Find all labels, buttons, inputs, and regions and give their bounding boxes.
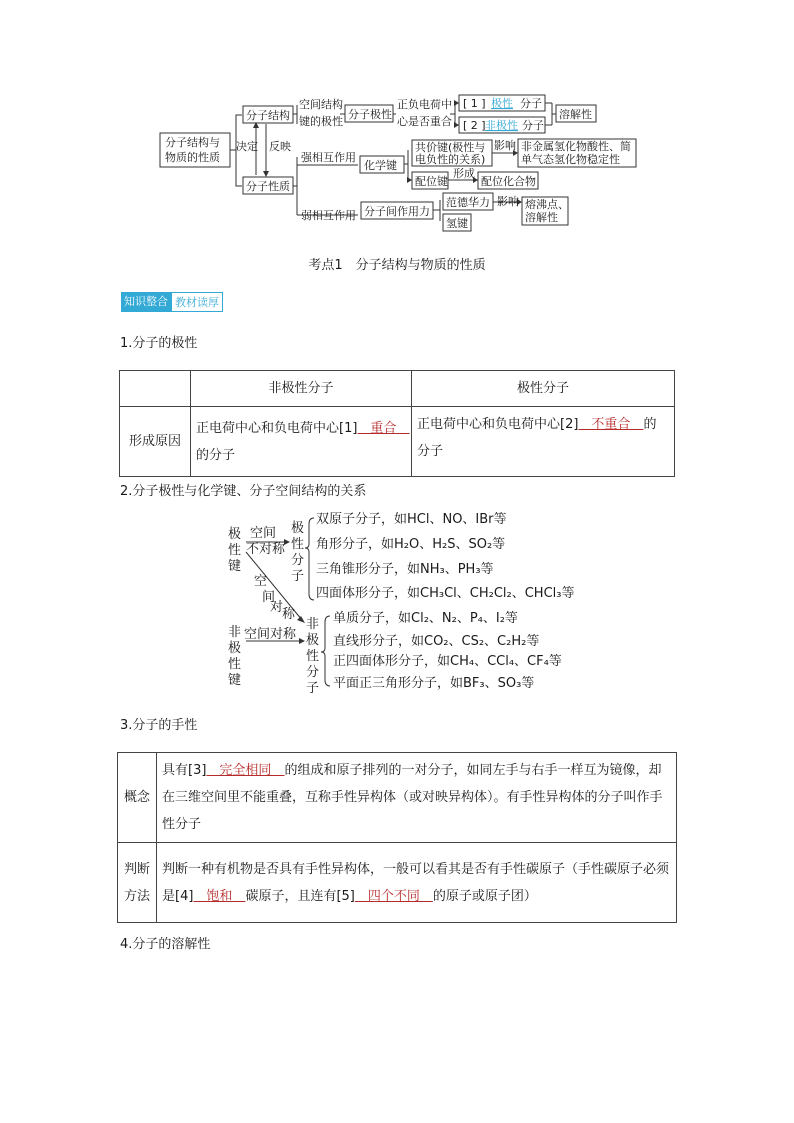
nonpolar-list-3: 平面正三角形分子，如BF₃、SO₃等: [333, 676, 535, 691]
nonpolar-list-0: 单质分子，如Cl₂、N₂、P₄、I₂等: [333, 611, 518, 626]
sym-diag-4: 称: [282, 607, 296, 622]
nonpolar-bond-1: 非: [228, 625, 242, 640]
answer-5: 四个不同: [354, 888, 433, 904]
polar-mol-4: 子: [291, 569, 305, 584]
polar-mol-3: 分: [291, 553, 305, 568]
chirality-table: [117, 752, 677, 923]
nonpolar-list-2: 正四面体形分子，如CH₄、CCl₄、CF₄等: [333, 654, 562, 669]
nonpolar-mol-1: 非: [306, 617, 320, 632]
polar-list-2: 三角锥形分子，如NH₃、PH₃等: [316, 562, 494, 577]
nonpolar-bond-4: 键: [228, 673, 242, 688]
concept-map: [0, 0, 794, 240]
map-strong: 强相互作用: [301, 151, 356, 164]
section-caption: 考点1 分子结构与物质的性质: [308, 258, 486, 273]
nonpolar-bond-2: 极: [228, 641, 242, 656]
map-acidity-1: 非金属氢化物酸性、简: [521, 140, 631, 153]
map-polar-suffix: 分子: [520, 97, 542, 110]
answer-3: 完全相同: [206, 763, 285, 778]
map-vdw: 范德华力: [446, 196, 490, 209]
map-weak: 弱相互作用: [301, 209, 356, 222]
map-hbond: 氢键: [446, 217, 468, 230]
map-charge-2: 心是否重合: [397, 115, 452, 128]
answer-2: 不重合: [578, 417, 644, 432]
map-spatial: 空间结构: [299, 98, 343, 111]
nonpolar-mol-5: 子: [306, 681, 320, 695]
map-polar-ans: 极性: [491, 97, 513, 110]
polar-bond-3: 键: [228, 559, 242, 574]
badge-right: 教材读厚: [171, 292, 223, 312]
polar-bond-1: 极: [228, 527, 242, 542]
polar-list-0: 双原子分子，如HCl、NO、IBr等: [316, 512, 507, 527]
nonpolar-bond-3: 性: [228, 657, 242, 672]
heading-chirality: 3.分子的手性: [120, 718, 198, 733]
polarity-table: [119, 370, 675, 477]
sym-diag-1: 空: [254, 574, 268, 589]
map-nonpolar-idx: [ 2 ]: [463, 119, 486, 132]
polarity-relation-diagram: [0, 510, 794, 695]
nonpolar-mol-2: 极: [306, 633, 320, 648]
polar-mol-1: 极: [291, 521, 305, 536]
heading-solubility: 4.分子的溶解性: [120, 937, 211, 952]
polar-bond-2: 性: [228, 543, 242, 558]
answer-4: 饱和: [193, 888, 246, 904]
label-concept: 概念: [118, 753, 157, 843]
sym-diag-3: 对: [270, 600, 284, 615]
map-chem-bond: 化学键: [364, 159, 397, 172]
cell-method: 判断一种有机物是否具有手性异构体，一般可以看其是否有手性碳原子（手性碳原子必须是[4] 饱和 碳原子，且连有[5] 四个不同 的原子或原子团）: [157, 843, 677, 923]
polar-mol-2: 性: [291, 537, 305, 552]
answer-1: 重合: [357, 420, 410, 436]
asym-1: 空间: [250, 526, 277, 541]
map-decide: 决定: [236, 140, 258, 153]
label-method: 判断方法: [118, 843, 157, 923]
map-intermolecular: 分子间作用力: [364, 205, 430, 218]
heading-relation: 2.分子极性与化学键、分子空间结构的关系: [120, 484, 367, 499]
knowledge-badge: [121, 292, 223, 312]
asym-2: 不对称: [246, 542, 286, 557]
map-structure: 分子结构: [246, 109, 290, 122]
map-reflect: 反映: [269, 140, 291, 153]
col-polar: 极性分子: [412, 371, 675, 407]
polar-list-3: 四面体形分子，如CH₃Cl、CH₂Cl₂、CHCl₃等: [316, 586, 575, 601]
map-root-line2: 物质的性质: [165, 151, 220, 164]
heading-polarity: 1.分子的极性: [120, 336, 198, 351]
map-polarity: 分子极性: [348, 108, 392, 121]
map-mp-1: 熔沸点、: [525, 198, 569, 211]
sym-label: 空间对称: [244, 627, 297, 642]
map-nonpolar-suffix: 分子: [522, 119, 544, 132]
map-complex: 配位化合物: [481, 175, 536, 188]
nonpolar-mol-4: 分: [306, 665, 320, 680]
map-influence: 影响: [494, 139, 516, 152]
map-mp-2: 溶解性: [525, 211, 558, 224]
badge-left: 知识整合: [121, 292, 171, 312]
cell-nonpolar-cause: 正电荷中心和负电荷中心[1] 重合 的分子: [191, 407, 412, 477]
map-coordinate: 配位键: [415, 175, 448, 188]
nonpolar-mol-3: 性: [306, 649, 320, 664]
map-covalent-2: 电负性的关系): [415, 153, 486, 166]
map-form: 形成: [453, 167, 475, 180]
map-root-line1: 分子结构与: [165, 136, 220, 149]
map-bond-polarity: 键的极性: [299, 115, 343, 128]
map-covalent-1: 共价键(极性与: [415, 141, 486, 154]
map-nonpolar-ans: 非极性: [485, 119, 518, 132]
col-nonpolar: 非极性分子: [191, 371, 412, 407]
row-label-cause: 形成原因: [120, 407, 191, 477]
cell-concept: 具有[3] 完全相同 的组成和原子排列的一对分子，如同左手与右手一样互为镜像，却在三维空间里不能重叠，互称手性异构体（或对映异构体）。有手性异构体的分子叫作手性分子: [157, 753, 677, 843]
cell-polar-cause: 正电荷中心和负电荷中心[2] 不重合 的分子: [412, 407, 675, 477]
map-acidity-2: 单气态氢化物稳定性: [521, 153, 620, 166]
map-solubility: 溶解性: [559, 108, 592, 121]
sym-diag-2: 间: [262, 590, 276, 605]
polar-list-1: 角形分子，如H₂O、H₂S、SO₂等: [316, 537, 506, 552]
map-charge-1: 正负电荷中: [397, 98, 452, 111]
nonpolar-list-1: 直线形分子，如CO₂、CS₂、C₂H₂等: [333, 634, 540, 649]
map-property: 分子性质: [246, 180, 290, 193]
map-polar-idx: [ 1 ]: [463, 97, 486, 110]
map-influence2: 影响: [497, 195, 519, 208]
